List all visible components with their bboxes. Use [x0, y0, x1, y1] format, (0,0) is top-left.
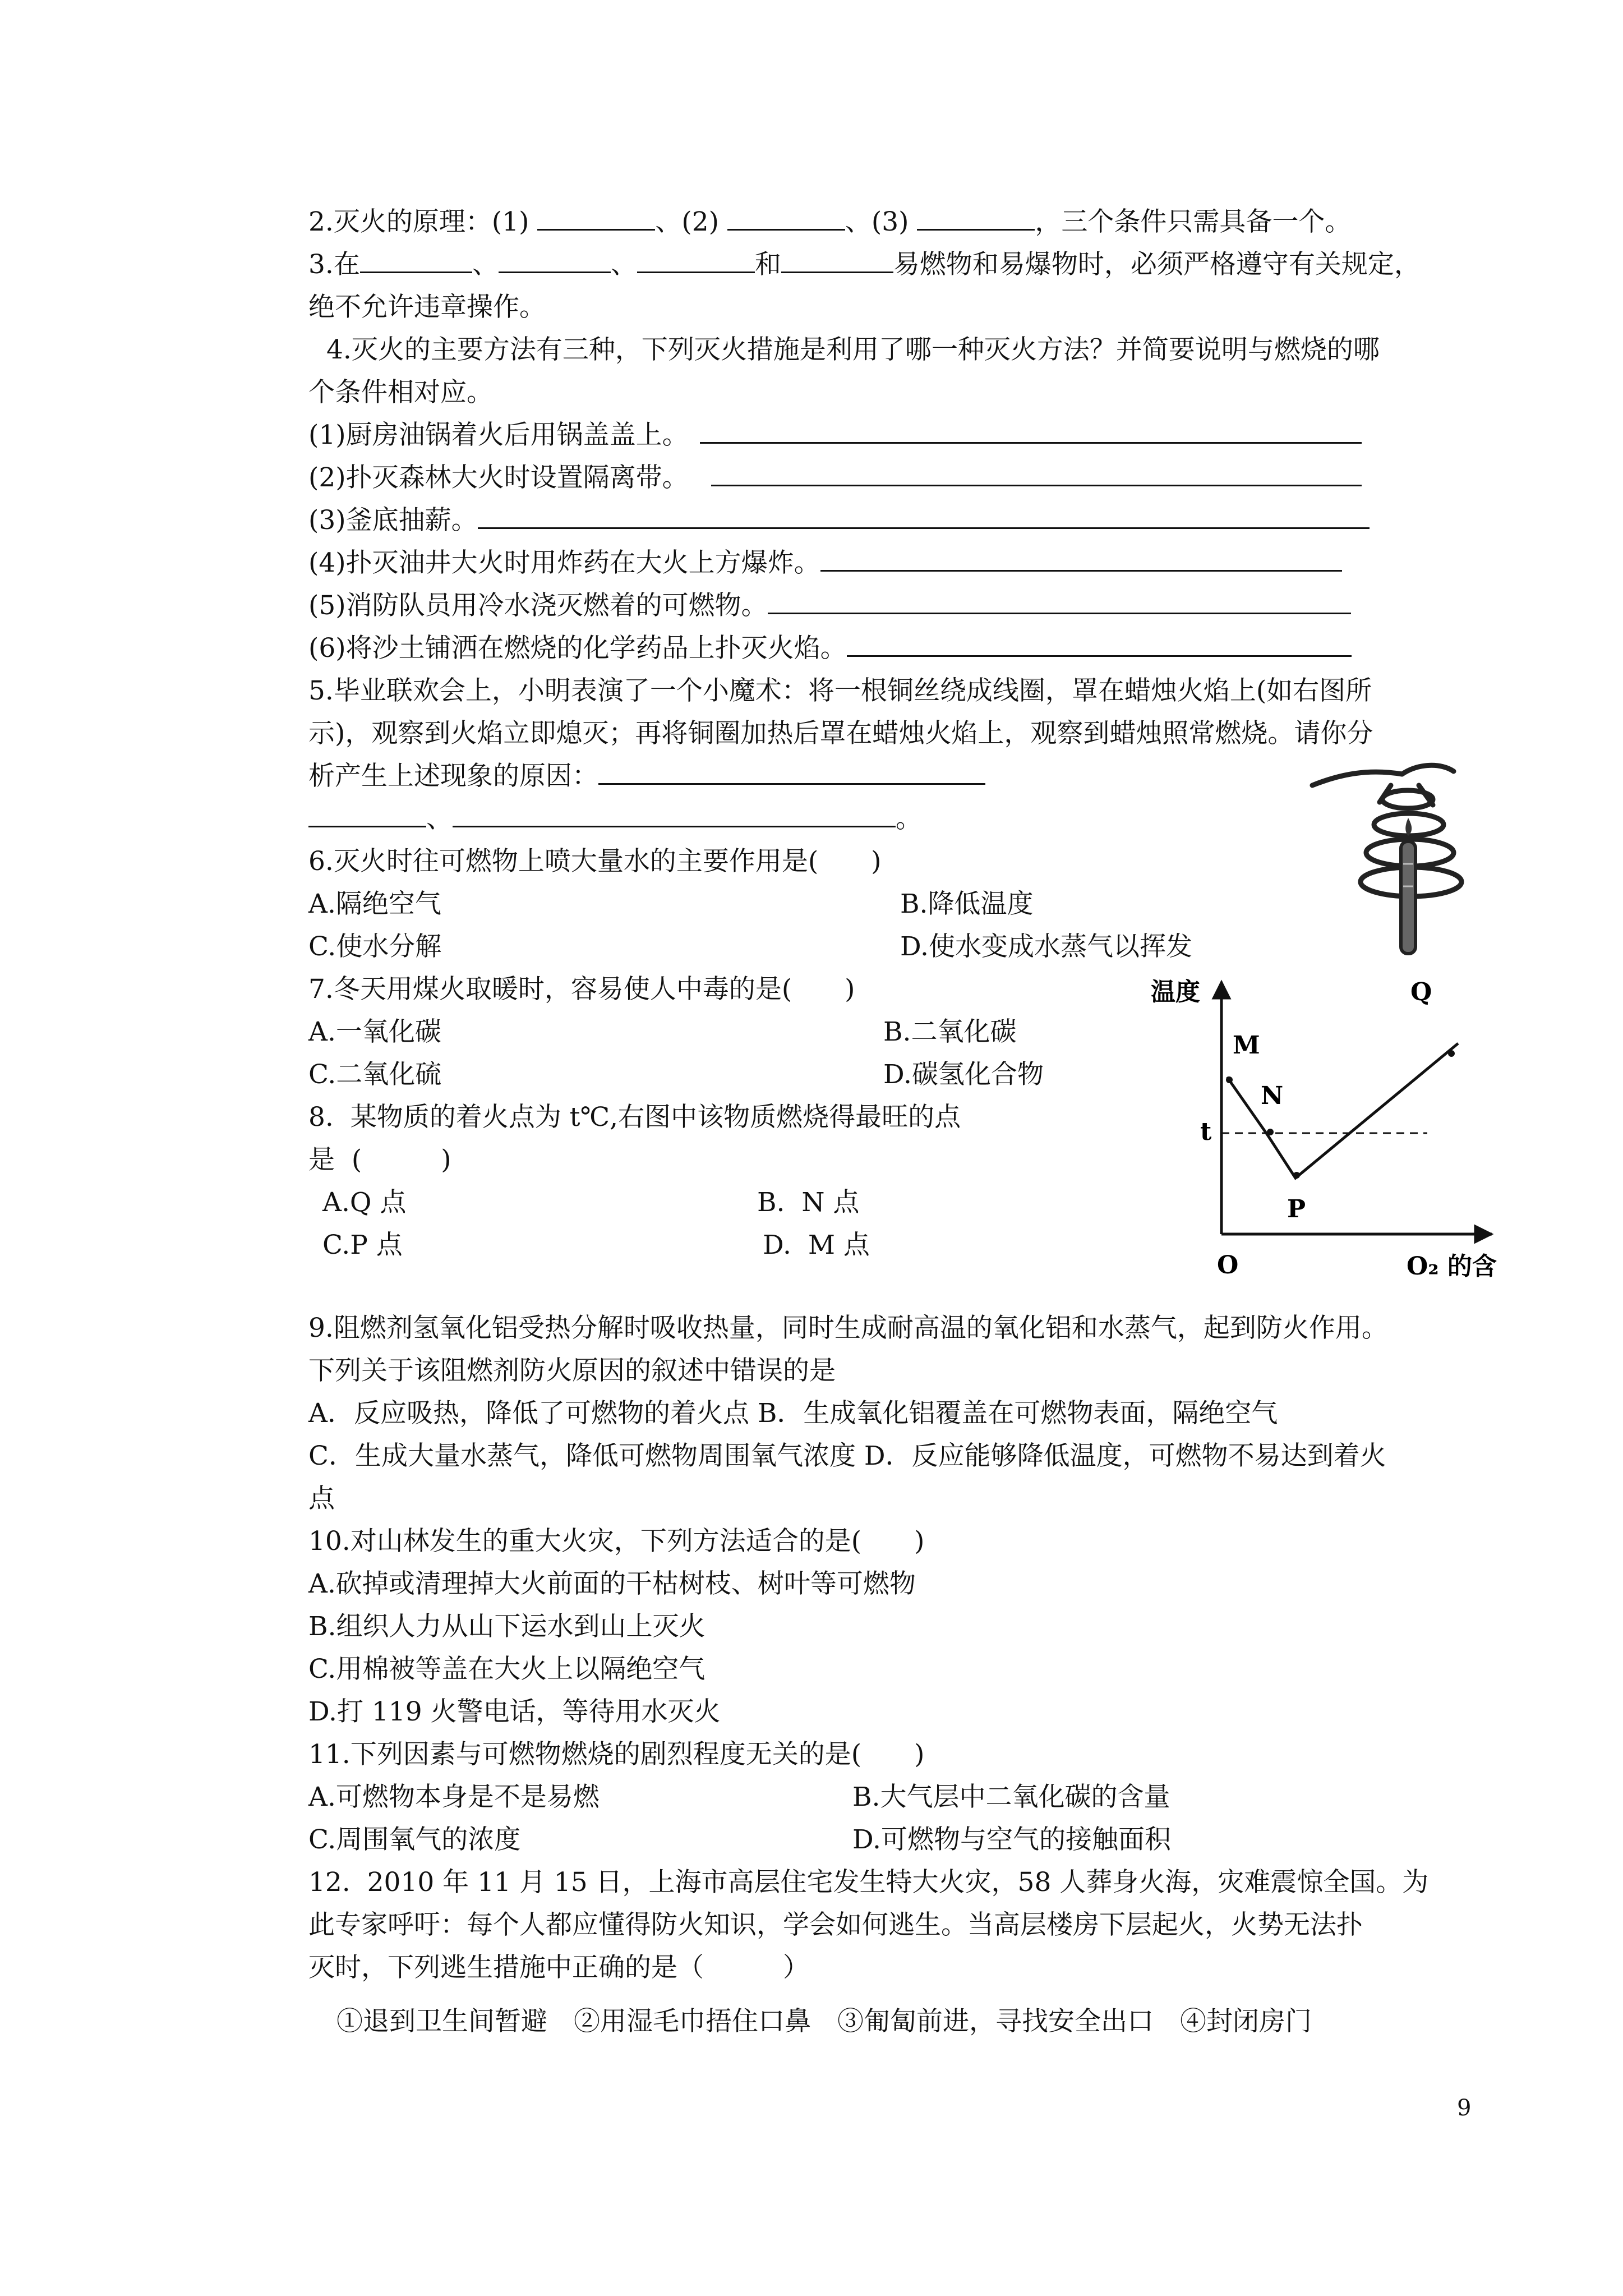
- q6-option-c: C.使水分解: [308, 931, 442, 962]
- question-4-item-5: (5)消防队员用冷水浇灭燃着的可燃物。: [308, 585, 1351, 627]
- question-5-line-1: 5.毕业联欢会上，小明表演了一个小魔术：将一根铜丝绕成线圈，罩在蜡烛火焰上(如右图所: [308, 675, 1372, 706]
- label-m: M: [1233, 1031, 1260, 1060]
- question-4-item-1: (1)厨房油锅着火后用锅盖盖上。: [308, 414, 1362, 457]
- x-axis-label: O₂ 的含: [1407, 1252, 1497, 1281]
- question-4-item-6: (6)将沙土铺洒在燃烧的化学药品上扑灭火焰。: [308, 627, 1352, 670]
- copper-coil-figure: [1307, 752, 1492, 965]
- point-p: [1293, 1172, 1300, 1179]
- question-11-stem: 11.下列因素与可燃物燃烧的剧烈程度无关的是( ): [308, 1739, 925, 1770]
- question-3: 3.在 、 、 和 易燃物和易爆物时，必须严格遵守有关规定，: [308, 249, 1421, 280]
- point-m: [1226, 1076, 1233, 1083]
- q6-option-b: B.降低温度: [900, 889, 1034, 919]
- q7-option-d: D.碳氢化合物: [883, 1059, 1044, 1090]
- question-5-line-3: 析产生上述现象的原因：: [308, 755, 985, 798]
- label-p: P: [1287, 1195, 1306, 1223]
- q10-option-a: A.砍掉或清理掉大火前面的干枯树枝、树叶等可燃物: [308, 1568, 916, 1599]
- question-12-line-2: 此专家呼吁：每个人都应懂得防火知识，学会如何逃生。当高层楼房下层起火，火势无法扑: [308, 1910, 1363, 1940]
- question-7-stem: 7.冬天用煤火取暖时，容易使人中毒的是( ): [308, 974, 855, 1005]
- point-n: [1267, 1129, 1274, 1135]
- question-9-line-4: C．生成大量水蒸气，降低可燃物周围氧气浓度 D．反应能够降低温度，可燃物不易达到着火: [308, 1441, 1386, 1471]
- question-9-line-5: 点: [308, 1483, 335, 1514]
- question-3-line-2: 绝不允许违章操作。: [308, 292, 546, 323]
- question-4-stem: 4.灭火的主要方法有三种，下列灭火措施是利用了哪一种灭火方法？并简要说明与燃烧的哪: [326, 334, 1380, 365]
- label-t: t: [1200, 1117, 1212, 1146]
- point-q: [1448, 1050, 1455, 1057]
- question-5-line-4: 、 。: [308, 798, 922, 840]
- label-n: N: [1261, 1082, 1284, 1110]
- question-5-line-2: 示)，观察到火焰立即熄灭；再将铜圈加热后罩在蜡烛火焰上，观察到蜡烛照常燃烧。请你分: [308, 718, 1373, 749]
- question-9-line-3: A．反应吸热，降低了可燃物的着火点 B．生成氧化铝覆盖在可燃物表面，隔绝空气: [308, 1398, 1278, 1429]
- question-9-line-1: 9.阻燃剂氢氧化铝受热分解时吸收热量，同时生成耐高温的氧化铝和水蒸气，起到防火作用。: [308, 1313, 1388, 1343]
- question-6-stem: 6.灭火时往可燃物上喷大量水的主要作用是( ): [308, 846, 882, 877]
- q11-option-b: B.大气层中二氧化碳的含量: [852, 1782, 1170, 1812]
- q8-option-d: D. M 点: [763, 1230, 870, 1260]
- origin-label: O: [1217, 1251, 1239, 1280]
- q6-option-a: A.隔绝空气: [308, 889, 441, 919]
- page-number: 9: [1457, 2095, 1472, 2121]
- q8-option-b: B. N 点: [757, 1187, 860, 1218]
- q6-option-d: D.使水变成水蒸气以挥发: [900, 931, 1192, 962]
- q8-option-a: A.Q 点: [322, 1187, 407, 1218]
- q8-option-c: C.P 点: [322, 1230, 403, 1260]
- question-12-line-3: 灭时，下列逃生措施中正确的是（ ）: [308, 1952, 809, 1983]
- curve: [1227, 1043, 1458, 1178]
- question-4-stem-2: 个条件相对应。: [308, 377, 493, 408]
- q11-option-d: D.可燃物与空气的接触面积: [852, 1824, 1171, 1855]
- question-8-stem-2: 是 ( ): [308, 1144, 451, 1175]
- q7-option-c: C.二氧化硫: [308, 1059, 442, 1090]
- q10-option-b: B.组织人力从山下运水到山上灭火: [308, 1611, 706, 1642]
- question-9-line-2: 下列关于该阻燃剂防火原因的叙述中错误的是: [308, 1355, 836, 1386]
- q11-option-c: C.周围氧气的浓度: [308, 1824, 521, 1855]
- y-axis-label: 温度: [1151, 978, 1200, 1006]
- question-8-stem: 8. 某物质的着火点为 t℃,右图中该物质燃烧得最旺的点: [308, 1102, 961, 1133]
- q11-option-a: A.可燃物本身是不是易燃: [308, 1782, 600, 1812]
- question-10-stem: 10.对山林发生的重大火灾，下列方法适合的是( ): [308, 1526, 925, 1557]
- q10-option-d: D.打 119 火警电话，等待用水灭火: [308, 1696, 721, 1727]
- temperature-oxygen-graph: [1133, 965, 1520, 1290]
- label-q: Q: [1410, 978, 1432, 1006]
- question-12-options: ①退到卫生间暂避 ②用湿毛巾捂住口鼻 ③匍匐前进，寻找安全出口 ④封闭房门: [336, 2006, 1312, 2037]
- q7-option-a: A.一氧化碳: [308, 1016, 441, 1047]
- question-4-item-4: (4)扑灭油井大火时用炸药在大火上方爆炸。: [308, 542, 1342, 585]
- question-2: 2.灭火的原理：(1) 、(2) 、(3) ，三个条件只需具备一个。: [308, 206, 1352, 237]
- question-4-item-3: (3)釜底抽薪。: [308, 499, 1370, 542]
- q10-option-c: C.用棉被等盖在大火上以隔绝空气: [308, 1654, 706, 1685]
- question-4-item-2: (2)扑灭森林大火时设置隔离带。: [308, 457, 1362, 499]
- q7-option-b: B.二氧化碳: [883, 1016, 1017, 1047]
- question-12-line-1: 12. 2010 年 11 月 15 日，上海市高层住宅发生特大火灾，58 人葬身火海，灾难震惊全国。为: [308, 1867, 1429, 1898]
